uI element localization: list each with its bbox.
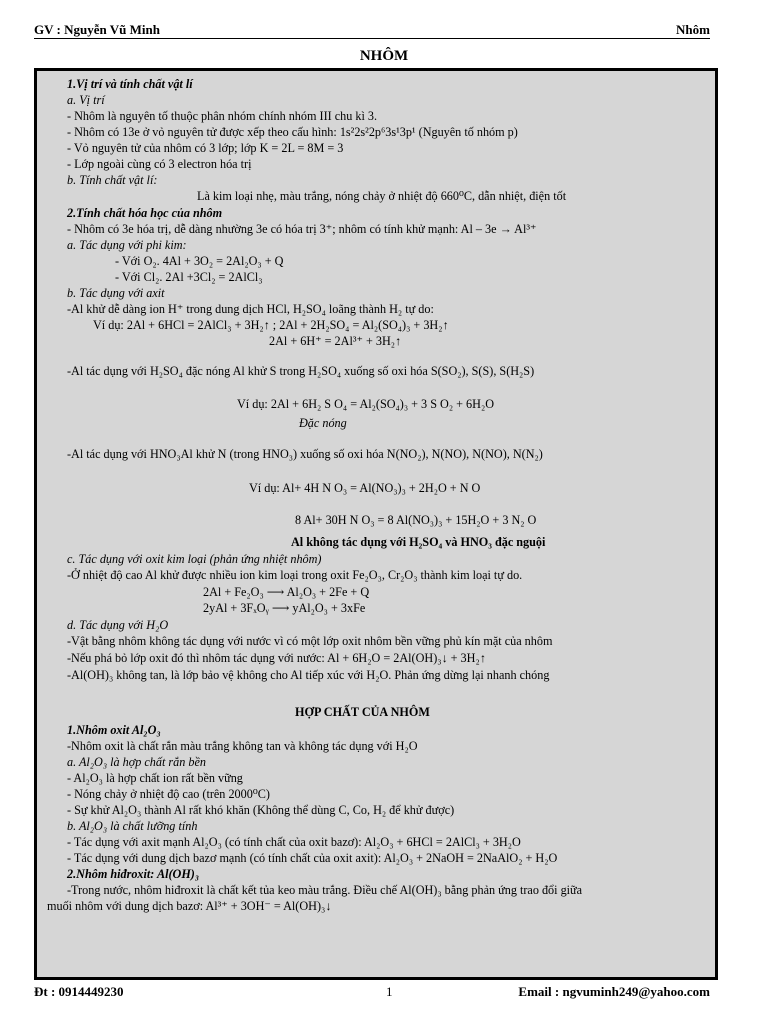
text-line: a. Tác dụng với phi kim: xyxy=(67,238,187,252)
text-line: 1.Vị trí và tính chất vật lí xyxy=(67,77,193,91)
content-lines xyxy=(37,71,715,977)
text-line: - Với O₂. 4Al + 3O₂ = 2Al₂O₃ + Q xyxy=(115,254,284,268)
text-line: - Vỏ nguyên tử của nhôm có 3 lớp; lớp K = 2L = 8M = 3 xyxy=(67,141,344,155)
text-line: -Vật bằng nhôm không tác dụng với nước vì có một lớp oxit nhôm bền vững phủ kín mặt của nhôm xyxy=(67,634,553,648)
text-line: b. Al₂O₃ là chất lưỡng tính xyxy=(67,819,198,833)
text-line: Đặc nóng xyxy=(299,416,347,430)
page-header xyxy=(34,22,710,39)
author: GV : Nguyễn Vũ Minh xyxy=(34,22,160,37)
text-line: Al không tác dụng với H₂SO₄ và HNO₃ đặc nguội xyxy=(291,535,546,549)
text-line: a. Vị trí xyxy=(67,93,105,107)
text-line: -Al khử dễ dàng ion H⁺ trong dung dịch HCl, H₂SO₄ loãng thành H₂ tự do: xyxy=(67,302,434,316)
content-box xyxy=(34,68,718,980)
text-line: -Al tác dụng với HNO₃Al khử N (trong HNO₃) xuống số oxi hóa N(NO₂), N(NO), N(NO), N(N₂) xyxy=(67,447,543,461)
text-line: 2Al + Fe₂O₃ ⟶ Al₂O₃ + 2Fe + Q xyxy=(203,585,370,599)
text-line: -Nhôm oxit là chất rắn màu trắng không tan và không tác dụng với H₂O xyxy=(67,739,418,753)
phone: Đt : 0914449230 xyxy=(34,984,124,999)
text-line: -Trong nước, nhôm hiđroxit là chất kết tủa keo màu trắng. Điều chế Al(OH)₃ bằng phản ứng trao đổi giữa xyxy=(67,883,583,897)
text-line: b. Tác dụng với axit xyxy=(67,286,165,300)
text-line: - Sự khử Al₂O₃ thành Al rất khó khăn (Không thể dùng C, Co, H₂ để khử được) xyxy=(67,803,455,817)
text-line: 2.Tính chất hóa học của nhôm xyxy=(67,206,223,220)
text-line: -Nếu phá bỏ lớp oxit đó thì nhôm tác dụng với nước: Al + 6H₂O = 2Al(OH)₃↓ + 3H₂↑ xyxy=(67,651,486,665)
text-line: -Al(OH)₃ không tan, là lớp bảo vệ không cho Al tiếp xúc với H₂O. Phản ứng dừng lại nhanh chóng xyxy=(67,668,550,682)
text-line: - Al₂O₃ là hợp chất ion rất bền vững xyxy=(67,771,243,785)
text-line: 1.Nhôm oxit Al₂O₃ xyxy=(67,723,161,737)
text-line: - Nhôm có 13e ở vỏ nguyên tử được xếp theo cấu hình: 1s²2s²2p⁶3s¹3p¹ (Nguyên tố nhóm p) xyxy=(67,125,518,139)
text-line: 2Al + 6H⁺ = 2Al³⁺ + 3H₂↑ xyxy=(269,334,402,348)
page-footer xyxy=(34,984,710,1000)
text-line: Là kim loại nhẹ, màu trắng, nóng chảy ở nhiệt độ 660⁰C, dẫn nhiệt, điện tốt xyxy=(197,189,567,203)
text-line: Ví dụ: Al+ 4H N O₃ = Al(NO₃)₃ + 2H₂O + N O xyxy=(249,481,481,495)
text-line: d. Tác dụng với H₂O xyxy=(67,618,169,632)
text-line: - Nhôm là nguyên tố thuộc phân nhóm chính nhóm III chu kì 3. xyxy=(67,109,378,123)
text-line: b. Tính chất vật lí: xyxy=(67,173,158,187)
text-line: - Với Cl₂. 2Al +3Cl₂ = 2AlCl₃ xyxy=(115,270,263,284)
text-line: - Nóng chảy ở nhiệt độ cao (trên 2000⁰C) xyxy=(67,787,270,801)
text-line: -Ở nhiệt độ cao Al khử được nhiều ion kim loại trong oxit Fe₂O₃, Cr₂O₃ thành kim loại tự do. xyxy=(67,568,523,582)
text-line: - Tác dụng với axit mạnh Al₂O₃ (có tính chất của oxit bazơ): Al₂O₃ + 6HCl = 2AlCl₃ + 3H₂O xyxy=(67,835,521,849)
header-topic: Nhôm xyxy=(676,22,710,37)
text-line: muối nhôm với dung dịch bazơ: Al³⁺ + 3OH⁻ = Al(OH)₃↓ xyxy=(47,899,332,913)
text-line: Ví dụ: 2Al + 6HCl = 2AlCl₃ + 3H₂↑ ; 2Al + 2H₂SO₄ = Al₂(SO₄)₃ + 3H₂↑ xyxy=(93,318,449,332)
text-line: - Tác dụng với dung dịch bazơ mạnh (có tính chất của oxit axit): Al₂O₃ + 2NaOH = 2NaAlO₂ + H₂O xyxy=(67,851,558,865)
text-line: - Nhôm có 3e hóa trị, dễ dàng nhường 3e có hóa trị 3⁺; nhôm có tính khử mạnh: Al – 3e → Al³⁺ xyxy=(67,222,537,236)
text-line: a. Al₂O₃ là hợp chất rắn bền xyxy=(67,755,206,769)
page-number: 1 xyxy=(386,984,393,999)
text-line: -Al tác dụng với H₂SO₄ đặc nóng Al khử S trong H₂SO₄ xuống số oxi hóa S(SO₂), S(S), S(H₂S) xyxy=(67,364,535,378)
text-line: - Lớp ngoài cùng có 3 electron hóa trị xyxy=(67,157,252,171)
text-line: 8 Al+ 30H N O₃ = 8 Al(NO₃)₃ + 15H₂O + 3 N₂ O xyxy=(295,513,537,527)
text-line: HỢP CHẤT CỦA NHÔM xyxy=(295,705,430,719)
text-line: c. Tác dụng với oxit kim loại (phản ứng nhiệt nhôm) xyxy=(67,552,322,566)
page-title: NHÔM xyxy=(359,48,409,64)
email: Email : ngvuminh249@yahoo.com xyxy=(518,984,710,999)
text-line: 2yAl + 3FₓOᵧ ⟶ yAl₂O₃ + 3xFe xyxy=(203,601,366,615)
text-line: 2.Nhôm hiđroxit: Al(OH)₃ xyxy=(67,867,200,881)
text-line: Ví dụ: 2Al + 6H₂ S O₄ = Al₂(SO₄)₃ + 3 S O₂ + 6H₂O xyxy=(237,397,494,411)
